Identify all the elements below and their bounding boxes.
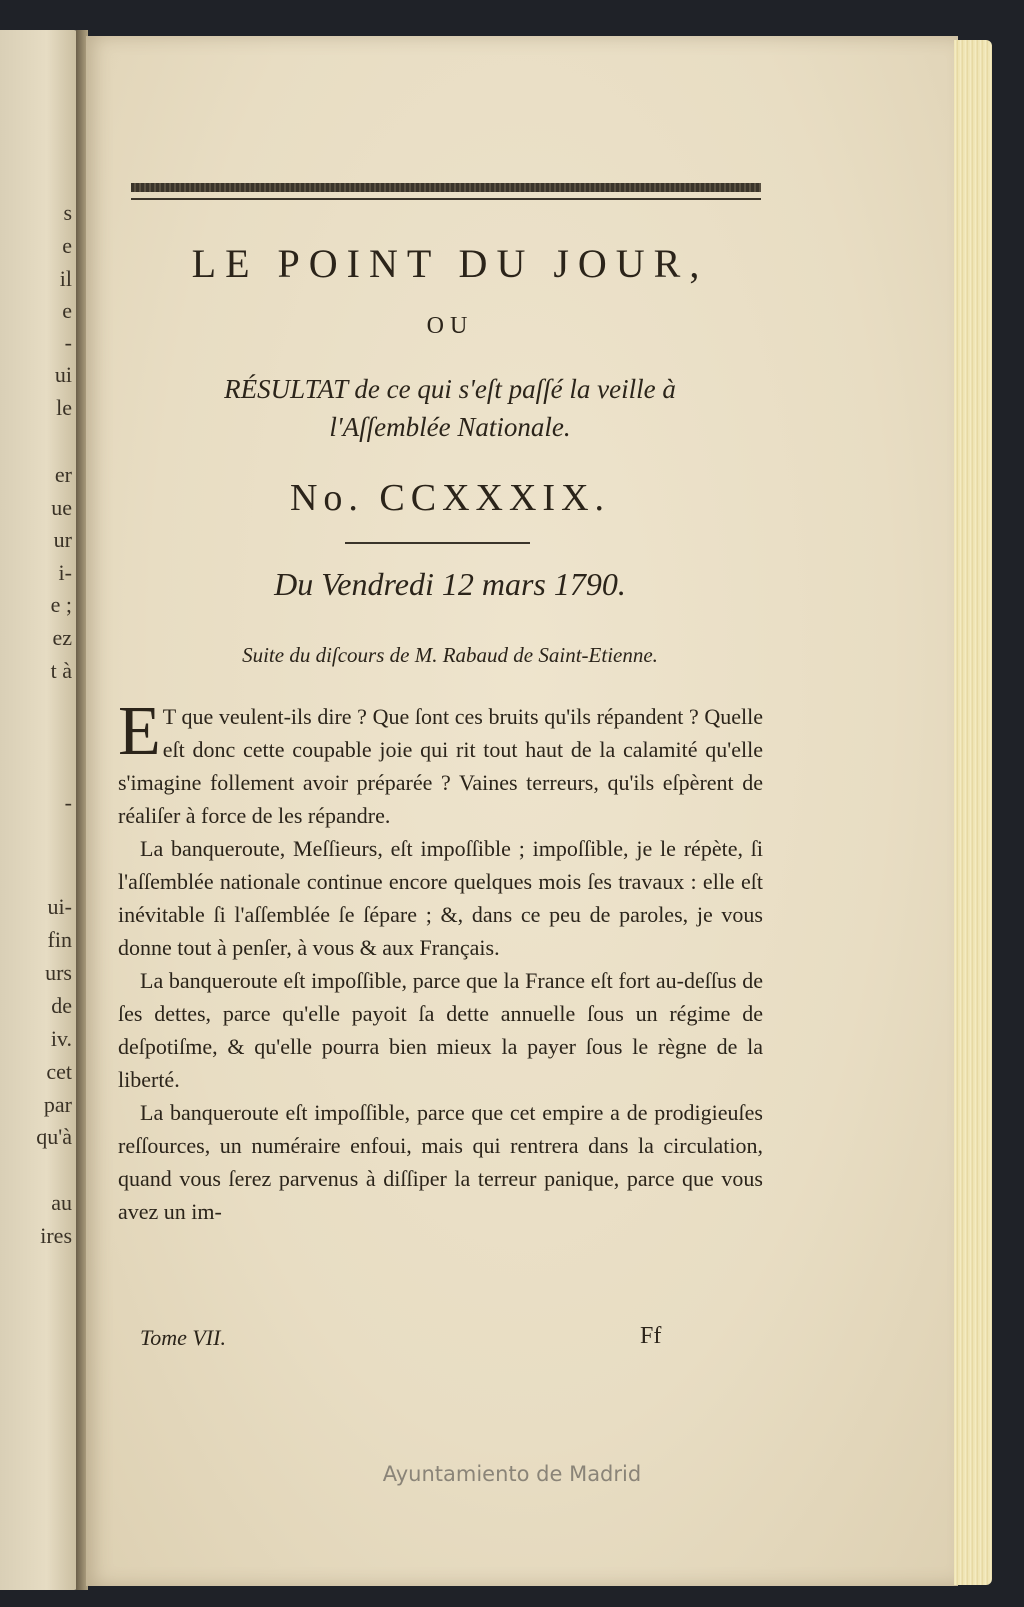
issue-number: No. CCXXXIX. — [289, 477, 611, 519]
left-page — [0, 30, 78, 1590]
left-page-fragment: ur — [53, 527, 72, 552]
drop-cap: E — [118, 693, 161, 770]
paragraph: La banqueroute eſt impoſſible, parce que cet empire a de prodigieuſes reſſources, un numéraire enfoui, mais qui rentrera dans la circulation, quand vous ſerez parvenus à diſſiper la terreur panique, parce que vous avez un im- — [118, 1100, 763, 1224]
left-page-fragment: il — [59, 266, 72, 291]
left-page-fragment: ui- — [47, 894, 72, 919]
left-page-fragment: er — [54, 462, 72, 487]
left-page-fragment: ue — [51, 495, 72, 520]
title-connector: OU — [426, 313, 474, 339]
page-title: LE POINT DU JOUR, — [191, 241, 709, 286]
divider — [345, 542, 530, 544]
left-page-fragment: le — [56, 395, 72, 420]
left-page-fragment: ez — [52, 625, 72, 650]
left-page-fragment: cet — [46, 1059, 72, 1084]
left-page-fragment: urs — [45, 960, 72, 985]
left-page-fragment: fin — [47, 927, 72, 952]
left-page-fragment: i- — [58, 560, 72, 585]
left-page-fragment: au — [51, 1190, 72, 1215]
left-page-fragment: e ; — [50, 592, 72, 617]
header-rule-thick — [131, 183, 761, 192]
header-rule-thin — [131, 198, 761, 200]
paragraph: La banqueroute, Meſſieurs, eſt impoſſible ; impoſſible, je le répète, ſi l'aſſemblée nationale continue encore quelques mois ſes travaux : elle eſt inévitable ſi l'aſſemblée ſe ſépare ; &, dans ce peu de paroles, je vous donne tout à penſer, à vous & aux Français. — [118, 836, 763, 960]
left-page-fragment: t à — [50, 658, 72, 683]
left-page-fragment: - — [64, 330, 72, 355]
paragraph: La banqueroute eſt impoſſible, parce que la France eſt fort au-deſſus de ſes dettes, parce qu'elle payoit ſa dette annuelle ſous un régime de deſpotiſme, & qu'elle pourra bien mieux la payer ſous le règne de la liberté. — [118, 968, 763, 1092]
subtitle-line-1: RÉSULTAT de ce qui s'eſt paſſé la veille à — [224, 374, 676, 404]
volume-label: Tome VII. — [140, 1325, 226, 1350]
left-page-fragment: qu'à — [36, 1124, 72, 1149]
left-page-fragment: s — [63, 200, 72, 225]
section-heading: Suite du diſcours de M. Rabaud de Saint-Etienne. — [242, 643, 658, 667]
left-page-fragment: de — [51, 993, 72, 1018]
watermark: Ayuntamiento de Madrid — [382, 1462, 642, 1486]
left-page-fragment: par — [43, 1092, 72, 1117]
subtitle — [120, 370, 780, 446]
left-page-fragment: e — [62, 233, 72, 258]
left-page-fragment: e — [62, 298, 72, 323]
body-text — [118, 693, 763, 1228]
left-page-fragment: ires — [40, 1223, 72, 1248]
left-page-fragment: - — [64, 790, 72, 815]
left-page-fragment: ui — [54, 362, 72, 387]
left-page-fragment: iv. — [50, 1026, 72, 1051]
issue-date: Du Vendredi 12 mars 1790. — [274, 566, 626, 602]
signature-mark: Ff — [640, 1323, 662, 1349]
page-edge — [954, 40, 992, 1585]
paragraph: E T que veulent-ils dire ? Que ſont ces bruits qu'ils répandent ? Quelle eſt donc cette coupable joie qui rit tout haut de la calamité qu'elle s'imagine follement avoir préparée ? Vaines terreurs, qu'ils eſpèrent de réaliſer à force de les répandre. — [118, 693, 763, 828]
subtitle-line-2: l'Aſſemblée Nationale. — [329, 412, 571, 442]
